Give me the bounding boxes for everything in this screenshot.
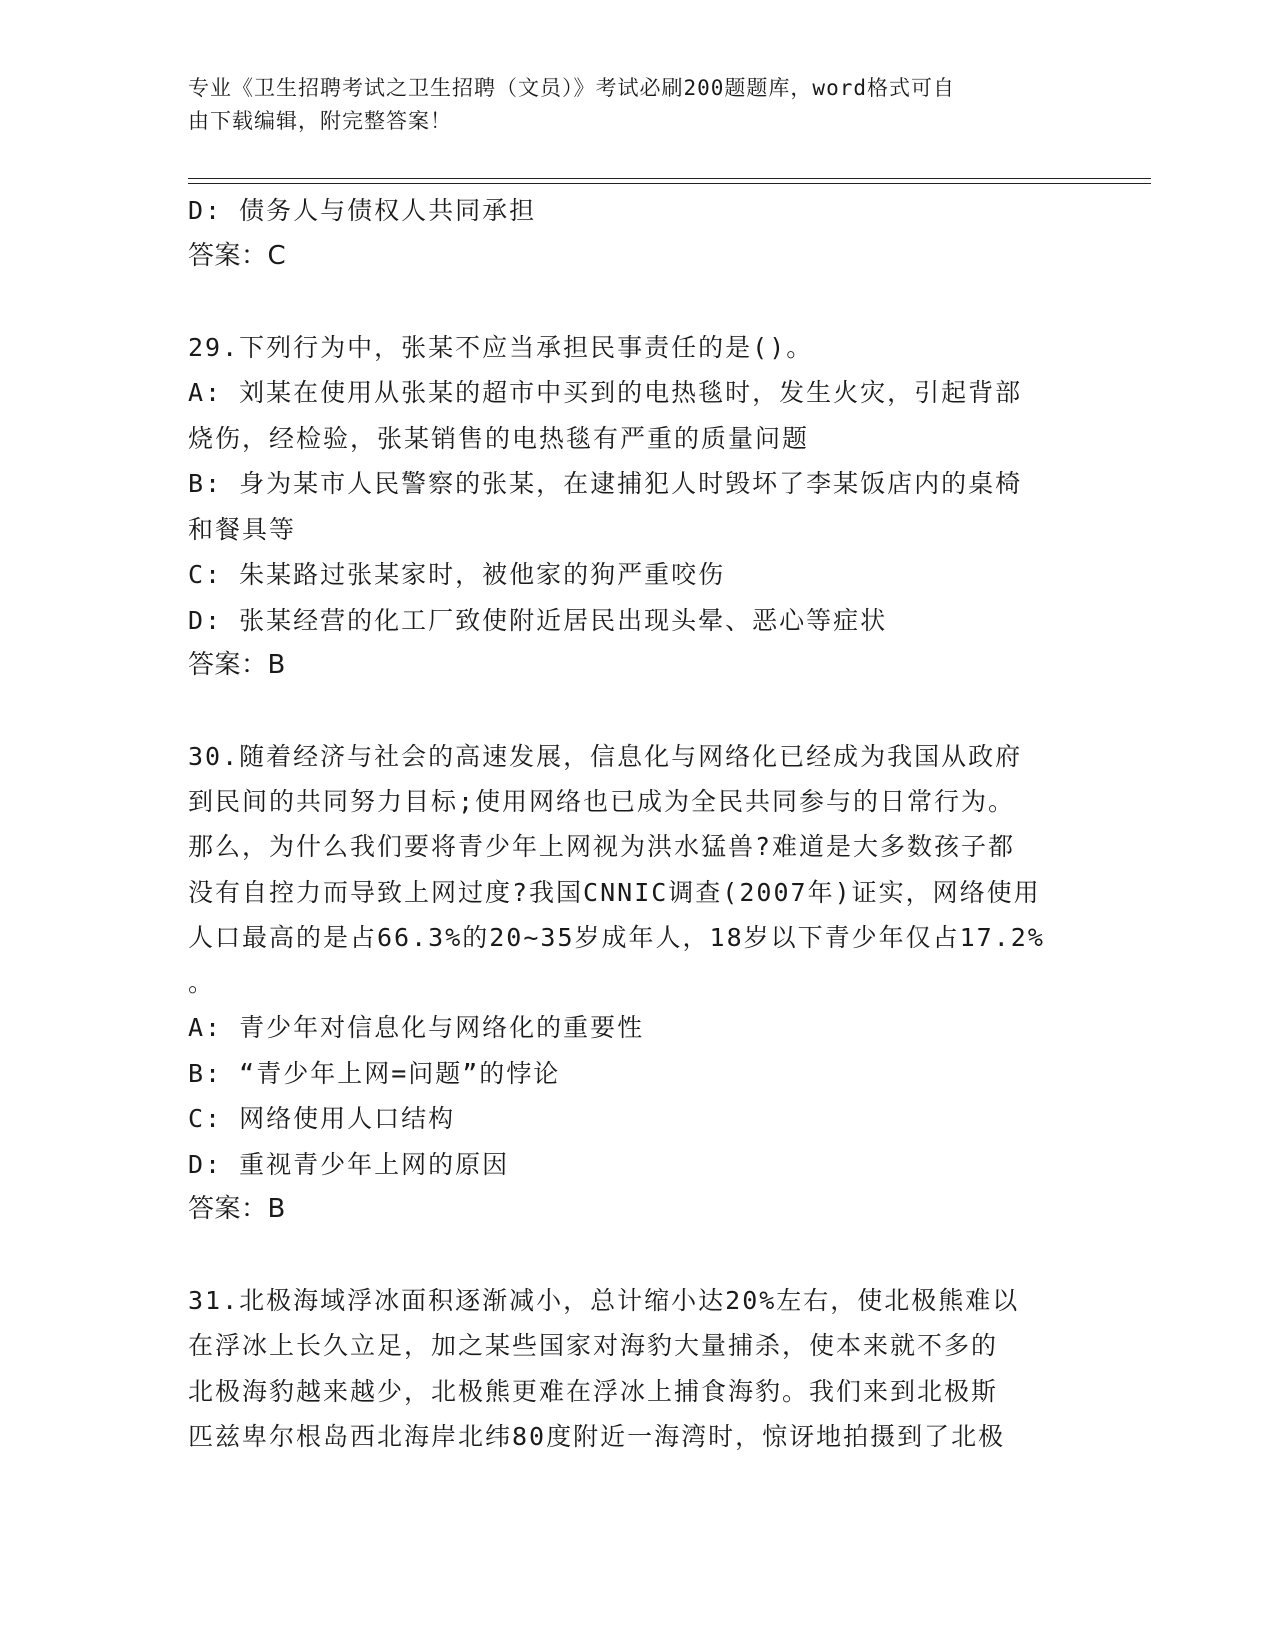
prev-question-tail	[188, 188, 1088, 279]
page-header	[188, 72, 1088, 138]
header-rule-bottom	[188, 183, 1151, 184]
option-d: D: 重视青少年上网的原因	[188, 1149, 510, 1179]
option-c: C: 朱某路过张某家时，被他家的狗严重咬伤	[188, 560, 726, 589]
answer-line: 答案：B	[188, 1194, 286, 1225]
option-b: B: “青少年上网=问题”的悖论	[188, 1058, 561, 1088]
header-rule-top	[188, 178, 1151, 179]
stem-line: 在浮冰上长久立足，加之某些国家对海豹大量捕杀，使本来就不多的	[188, 1331, 999, 1361]
question-30	[188, 734, 1088, 1233]
answer-line: 答案：C	[188, 240, 287, 271]
header-line-2: 由下载编辑，附完整答案！	[188, 109, 452, 133]
stem-line: 北极海豹越来越少，北极熊更难在浮冰上捕食海豹。我们来到北极斯	[188, 1376, 999, 1406]
option-d: D: 债务人与债权人共同承担	[188, 196, 537, 225]
option-d: D: 张某经营的化工厂致使附近居民出现头晕、恶心等症状	[188, 605, 888, 635]
option-c: C: 网络使用人口结构	[188, 1104, 456, 1134]
question-stem	[188, 734, 1088, 1005]
option-b-cont: 和餐具等	[188, 514, 297, 544]
option-a: A: 青少年对信息化与网络化的重要性	[188, 1013, 645, 1043]
spacer	[188, 689, 1088, 735]
option-a: A: 刘某在使用从张某的超市中买到的电热毯时，发生火灾，引起背部	[188, 378, 1023, 407]
header-line-1: 专业《卫生招聘考试之卫生招聘（文员）》考试必刷200题题库，word格式可自	[188, 76, 955, 100]
answer-line: 答案：B	[188, 650, 286, 680]
stem-line: 30.随着经济与社会的高速发展，信息化与网络化已经成为我国从政府	[188, 742, 1023, 771]
page-content	[188, 188, 1088, 1459]
stem-line: 31.北极海域浮冰面积逐渐减小，总计缩小达20%左右，使北极熊难以	[188, 1286, 1020, 1316]
stem-line: 人口最高的是占66.3%的20~35岁成年人，18岁以下青少年仅占17.2%	[188, 922, 1045, 952]
stem-line: 没有自控力而导致上网过度?我国CNNIC调查(2007年)证实，网络使用	[188, 877, 1041, 907]
stem-line: 匹兹卑尔根岛西北海岸北纬80度附近一海湾时，惊讶地拍摄到了北极	[188, 1421, 1006, 1451]
stem-line: 。	[188, 967, 216, 997]
question-stem	[188, 1278, 1088, 1459]
question-31	[188, 1278, 1088, 1459]
question-stem: 29.下列行为中，张某不应当承担民事责任的是()。	[188, 332, 814, 362]
stem-line: 那么，为什么我们要将青少年上网视为洪水猛兽?难道是大多数孩子都	[188, 832, 1016, 862]
stem-line: 到民间的共同努力目标;使用网络也已成为全民共同参与的日常行为。	[188, 787, 1016, 817]
question-29	[188, 325, 1088, 689]
spacer	[188, 1233, 1088, 1279]
option-b: B: 身为某市人民警察的张某，在逮捕犯人时毁坏了李某饭店内的桌椅	[188, 469, 1023, 498]
spacer	[188, 279, 1088, 325]
option-a-cont: 烧伤，经检验，张某销售的电热毯有严重的质量问题	[188, 423, 810, 453]
